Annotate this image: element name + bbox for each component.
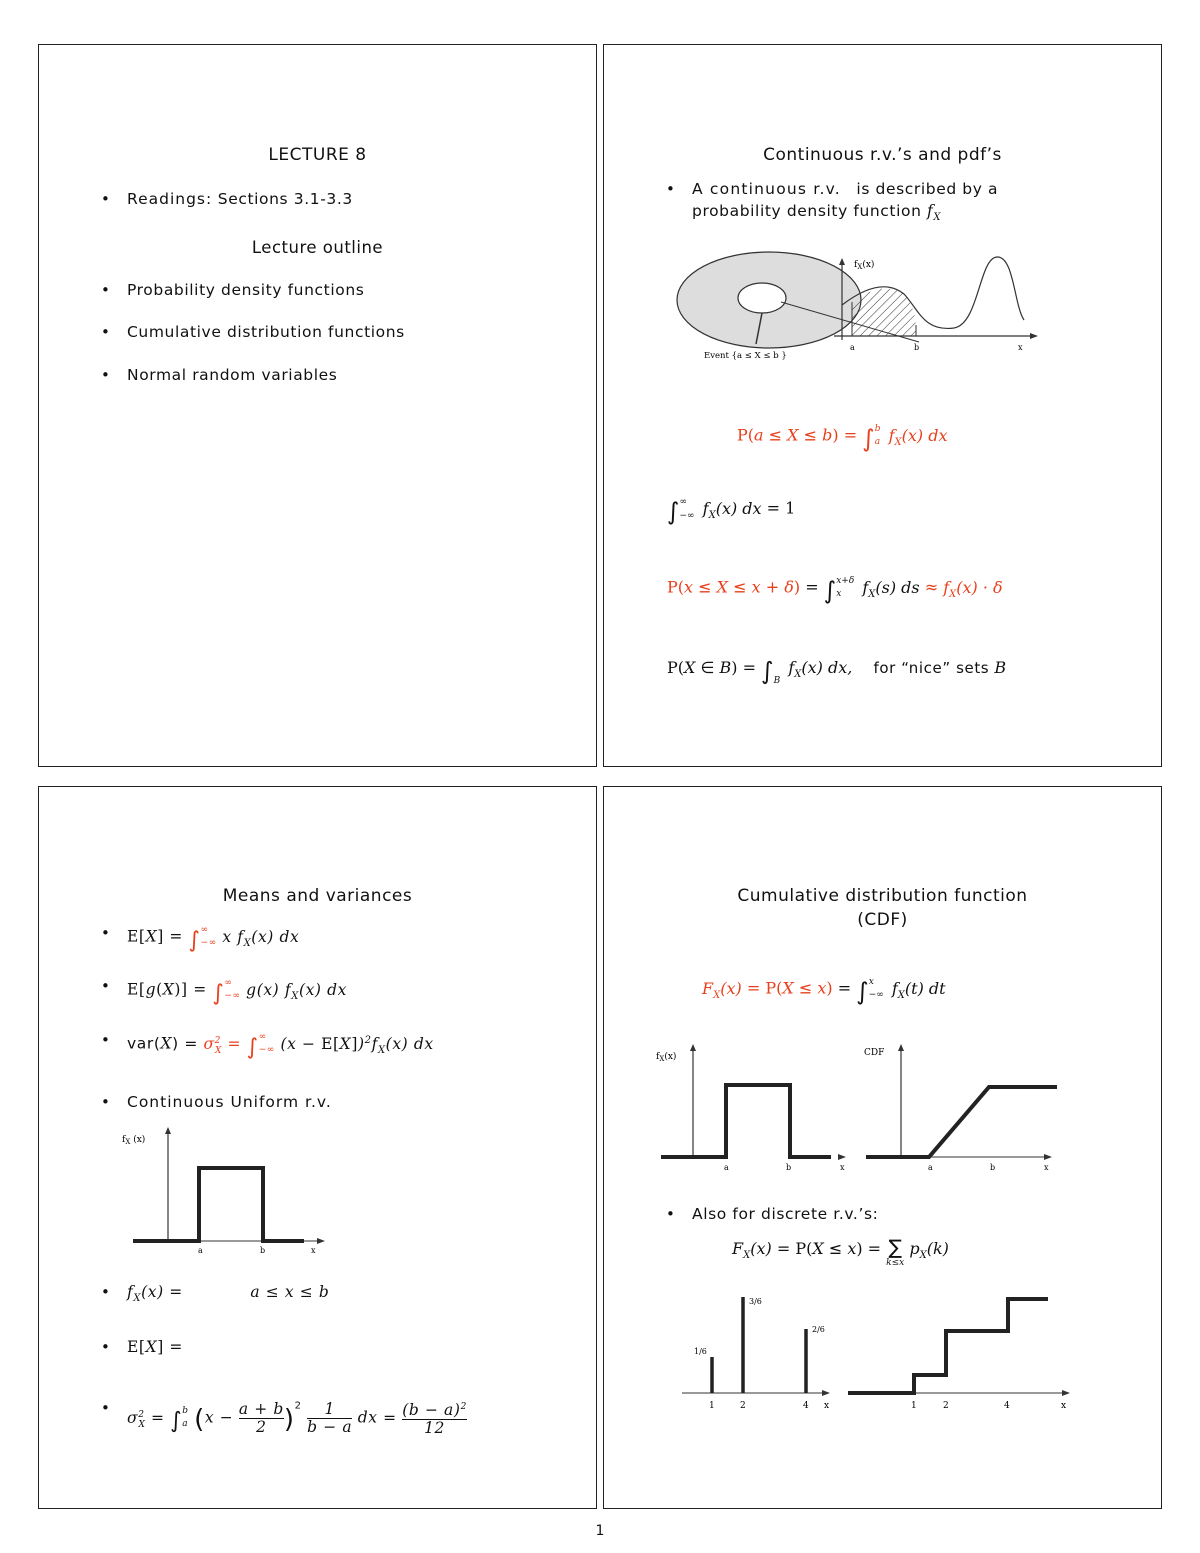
x-axis-arrow	[838, 1154, 846, 1160]
x-label: x	[311, 1246, 316, 1255]
pdf-area-figure	[674, 250, 1044, 375]
set-probability-equation: P(X ∈ $B) = \int_B$ $f_X(x)$ dx, for “nice” sets B	[667, 657, 1007, 686]
y-axis-arrow	[839, 258, 845, 265]
x-label: x	[840, 1163, 845, 1172]
slide-title-line1: Cumulative distribution function	[737, 886, 1028, 906]
definition-line2: probability density function $f_X$	[692, 202, 942, 224]
normalization-equation: ∫ ∞ −∞ $f_X(x)$ dx = 1	[667, 497, 796, 526]
prob-interval-equation: P(a ≤ X ≤ b) = ∫ b a $f_X(x)$ dx	[737, 424, 948, 453]
variance-bullet: • $var(X) = \sigma^2_X$ = ∫ ∞ −∞ $(x - E[X])^2f_X(x)$ dx	[127, 1031, 434, 1060]
x-label: x	[1061, 1401, 1067, 1411]
slide-cdf	[603, 786, 1162, 1509]
x-label: x	[824, 1401, 830, 1411]
cdf-definition-equation: $F_X(x) = P(X \le x)$ = ∫ x −∞ $f_X(t)$ dt	[702, 977, 946, 1006]
y-axis-arrow	[690, 1044, 696, 1051]
a-label: a	[198, 1246, 203, 1255]
tick-label: 1	[709, 1401, 715, 1411]
x-axis-arrow	[822, 1390, 830, 1396]
slide-title: Means and variances	[222, 886, 413, 906]
b-label: b	[786, 1163, 792, 1172]
y-axis-arrow	[898, 1044, 904, 1051]
outline-item: • Probability density functions	[127, 281, 364, 299]
discrete-cdf-bullet: • Also for discrete r.v.’s:	[692, 1205, 878, 1223]
x-axis-arrow	[1062, 1390, 1070, 1396]
y-axis-arrow	[165, 1127, 171, 1134]
uniform-pdf-bullet: • $f_X(x) = a \le x \le b$	[127, 1283, 329, 1304]
step-cdf	[848, 1299, 1048, 1393]
x-axis-arrow	[1030, 333, 1038, 339]
outline-title: Lecture outline	[251, 238, 384, 257]
slide-lecture-intro	[38, 44, 597, 767]
expected-value-g-bullet: • E[g(X)] = ∫ ∞ −∞ g(x) $f_X(x)$ dx	[127, 977, 347, 1006]
b-label: b	[260, 1246, 266, 1255]
pdf-axis-label: $f_X(x)$	[656, 1052, 677, 1063]
uniform-mean-bullet: • E[X] =	[127, 1338, 183, 1356]
expectation-bullet: • E[X] = ∫ ∞ −∞ x $f_X(x)$ dx	[127, 924, 299, 953]
page-number: 1	[595, 1523, 605, 1539]
uniform-pdf-figure	[656, 1039, 856, 1174]
tick-label: 4	[803, 1401, 809, 1411]
tick-label: 1	[911, 1401, 917, 1411]
tick-label: 2	[943, 1401, 949, 1411]
uniform-rv-bullet: • Continuous Uniform r.v.	[127, 1093, 332, 1111]
event-ellipse	[738, 283, 786, 313]
small-interval-equation: P(x ≤ X ≤ x + δ) = ∫ x+δ x $f_X(s)$ ds ≈ $f_X(x) \cdot \delta$	[667, 576, 1003, 605]
pmf-label: 3/6	[749, 1297, 762, 1306]
uniform-variance-bullet: • $\sigma^2_X$ = ∫ b a (x − $\frac{a + b}{2}$ )$^2$ $\frac{1}{b - a}$ dx = $\frac{(b - a)^2}{12}$	[127, 1399, 467, 1437]
uniform-density	[661, 1085, 831, 1157]
pmf-label: 1/6	[694, 1347, 707, 1356]
uniform-pdf-figure	[119, 1122, 379, 1257]
event-label: Event {a ≤ X ≤ b }	[704, 351, 787, 361]
pdf-axis-label: $f_X(x)$	[854, 260, 875, 271]
slide-title: Continuous r.v.’s and pdf’s	[763, 145, 1002, 165]
a-label: a	[928, 1163, 933, 1172]
uniform-cdf-figure	[864, 1039, 1064, 1174]
x-axis-arrow	[1044, 1154, 1052, 1160]
probability-area	[852, 289, 916, 336]
readings-bullet: • Readings: Sections 3.1-3.3	[127, 190, 353, 208]
slide-title: LECTURE 8	[268, 145, 367, 165]
outline-item: • Cumulative distribution functions	[127, 323, 405, 341]
slide-title-line2: (CDF)	[857, 910, 908, 930]
discrete-cdf-figure	[844, 1287, 1074, 1417]
x-label: x	[1044, 1163, 1049, 1172]
pdf-axis-label: $f_X$ (x)	[122, 1135, 146, 1146]
pmf-figure	[674, 1287, 844, 1417]
x-axis-arrow	[317, 1238, 325, 1244]
x-label: x	[1018, 343, 1023, 352]
cdf-axis-label: CDF	[864, 1048, 885, 1058]
uniform-cdf	[866, 1087, 1057, 1157]
slide-continuous-rv	[603, 44, 1162, 767]
outline-item: • Normal random variables	[127, 366, 337, 384]
b-label: b	[990, 1163, 996, 1172]
discrete-cdf-equation: $F_X(x) = P(X \le x)$ = ∑ k≤x $p_X(k)$	[732, 1235, 949, 1268]
slide-means-variances	[38, 786, 597, 1509]
a-label: a	[724, 1163, 729, 1172]
definition-bullet: • A continuous r.v. is described by a	[692, 180, 998, 198]
tick-label: 4	[1004, 1401, 1010, 1411]
b-label: b	[914, 343, 920, 352]
a-label: a	[850, 343, 855, 352]
uniform-density	[133, 1168, 304, 1241]
tick-label: 2	[740, 1401, 746, 1411]
pmf-label: 2/6	[812, 1325, 825, 1334]
